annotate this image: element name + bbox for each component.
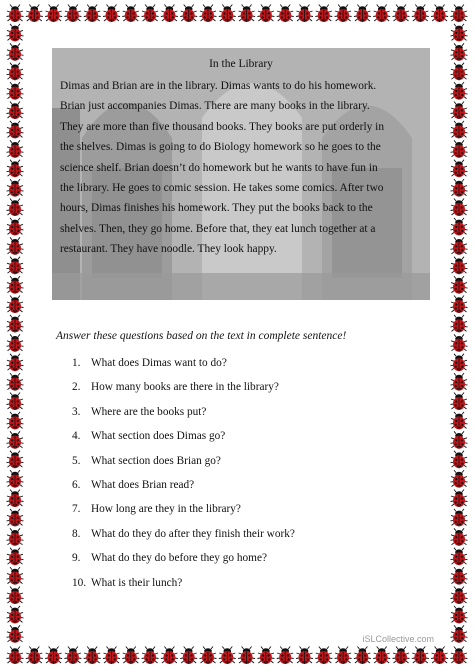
ladybug-icon — [7, 5, 24, 23]
question-number: 8. — [72, 527, 81, 540]
ladybug-icon — [393, 5, 410, 23]
ladybug-icon — [451, 199, 468, 217]
passage-line: Brian just accompanies Dimas. There are many books in the library. — [60, 100, 370, 113]
question-number: 7. — [72, 503, 81, 516]
ladybug-icon — [7, 470, 24, 488]
ladybug-icon — [451, 334, 468, 352]
ladybug-icon — [451, 373, 468, 391]
ladybug-icon — [7, 334, 24, 352]
ladybug-icon — [450, 647, 467, 665]
ladybug-icon — [335, 647, 352, 665]
ladybug-icon — [7, 237, 24, 255]
ladybug-icon — [26, 647, 43, 665]
ladybug-icon — [122, 647, 139, 665]
ladybug-icon — [7, 625, 24, 643]
ladybug-icon — [451, 43, 468, 61]
ladybug-icon — [7, 140, 24, 158]
ladybug-icon — [451, 412, 468, 430]
ladybug-icon — [296, 5, 313, 23]
ladybug-icon — [335, 5, 352, 23]
ladybug-icon — [7, 24, 24, 42]
ladybug-icon — [451, 451, 468, 469]
ladybug-icon — [84, 647, 101, 665]
ladybug-icon — [7, 102, 24, 120]
question-number: 4. — [72, 430, 81, 443]
question-text: What section does Brian go? — [91, 454, 221, 467]
question-item — [72, 577, 412, 601]
ladybug-icon — [200, 5, 217, 23]
passage-line: They are more than five thousand books. They books are put orderly in — [60, 120, 385, 133]
ladybug-icon — [64, 647, 81, 665]
ladybug-icon — [180, 647, 197, 665]
question-number: 6. — [72, 478, 81, 491]
question-item — [72, 503, 412, 527]
ladybug-icon — [103, 647, 120, 665]
question-number: 5. — [72, 454, 81, 467]
questions-instruction: Answer these questions based on the text in complete sentence! — [56, 330, 347, 342]
question-item — [72, 381, 412, 405]
ladybug-icon — [84, 5, 101, 23]
ladybug-icon — [451, 587, 468, 605]
ladybug-icon — [7, 276, 24, 294]
reading-passage-box — [52, 48, 430, 300]
ladybug-icon — [451, 179, 468, 197]
ladybug-icon — [451, 257, 468, 275]
ladybug-icon — [451, 121, 468, 139]
ladybug-icon — [373, 5, 390, 23]
ladybug-icon — [412, 647, 429, 665]
ladybug-icon — [122, 5, 139, 23]
ladybug-icon — [7, 218, 24, 236]
ladybug-icon — [7, 567, 24, 585]
question-number: 2. — [72, 381, 81, 394]
ladybug-icon — [373, 647, 390, 665]
ladybug-icon — [7, 63, 24, 81]
ladybug-icon — [451, 470, 468, 488]
question-item — [72, 552, 412, 576]
ladybug-icon — [103, 5, 120, 23]
question-number: 1. — [72, 357, 81, 369]
question-item — [72, 455, 412, 479]
question-item — [72, 479, 412, 503]
ladybug-icon — [451, 276, 468, 294]
ladybug-icon — [451, 625, 468, 643]
ladybug-icon — [451, 606, 468, 624]
passage-line: science shelf. Brian doesn’t do homework but he wants to have fun in — [60, 161, 378, 174]
ladybug-icon — [45, 647, 62, 665]
passage-line: the shelves. Dimas is going to do Biology homework so he goes to the — [60, 141, 381, 154]
ladybug-icon — [354, 5, 371, 23]
ladybug-icon — [451, 160, 468, 178]
ladybug-icon — [7, 296, 24, 314]
ladybug-icon — [7, 509, 24, 527]
question-text: How long are they in the library? — [91, 503, 241, 516]
ladybug-icon — [7, 257, 24, 275]
ladybug-icon — [7, 528, 24, 546]
ladybug-icon — [451, 218, 468, 236]
ladybug-icon — [64, 5, 81, 23]
ladybug-icon — [354, 647, 371, 665]
question-text: What does Dimas want to do? — [91, 357, 227, 369]
question-number: 3. — [72, 405, 81, 418]
ladybug-icon — [257, 647, 274, 665]
ladybug-icon — [7, 587, 24, 605]
passage-line: shelves. Then, they go home. Before that, they eat lunch together at a — [60, 222, 376, 235]
ladybug-icon — [7, 179, 24, 197]
ladybug-icon — [451, 315, 468, 333]
ladybug-icon — [238, 647, 255, 665]
ladybug-icon — [451, 490, 468, 508]
passage-line: Dimas and Brian are in the library. Dimas wants to do his homework. — [60, 80, 377, 92]
passage-line: restaurant. They have noodle. They look happy. — [60, 243, 277, 256]
reading-title: In the Library — [209, 58, 273, 70]
question-text: What section does Dimas go? — [91, 430, 226, 443]
question-item — [72, 430, 412, 454]
ladybug-icon — [296, 647, 313, 665]
ladybug-icon — [451, 24, 468, 42]
question-text: What do they do after they finish their work? — [91, 527, 295, 540]
question-text: What is their lunch? — [91, 576, 183, 589]
ladybug-icon — [7, 199, 24, 217]
ladybug-icon — [7, 160, 24, 178]
ladybug-icon — [451, 528, 468, 546]
ladybug-icon — [393, 647, 410, 665]
ladybug-icon — [412, 5, 429, 23]
ladybug-icon — [451, 140, 468, 158]
ladybug-icon — [451, 296, 468, 314]
ladybug-icon — [219, 647, 236, 665]
question-list — [72, 357, 412, 601]
ladybug-icon — [7, 412, 24, 430]
question-number: 9. — [72, 552, 81, 565]
watermark: iSLCollective.com — [362, 634, 434, 644]
ladybug-icon — [238, 5, 255, 23]
ladybug-icon — [451, 354, 468, 372]
ladybug-icon — [277, 647, 294, 665]
reading-passage — [60, 76, 422, 260]
ladybug-icon — [7, 82, 24, 100]
ladybug-icon — [7, 606, 24, 624]
ladybug-icon — [451, 63, 468, 81]
ladybug-icon — [7, 315, 24, 333]
question-text: How many books are there in the library? — [91, 381, 279, 394]
ladybug-icon — [7, 354, 24, 372]
question-number: 10. — [72, 576, 87, 589]
question-text: What does Brian read? — [91, 478, 195, 491]
ladybug-icon — [450, 5, 467, 23]
ladybug-icon — [161, 647, 178, 665]
ladybug-icon — [45, 5, 62, 23]
ladybug-icon — [451, 509, 468, 527]
ladybug-icon — [451, 567, 468, 585]
ladybug-icon — [142, 647, 159, 665]
question-item — [72, 528, 412, 552]
ladybug-icon — [277, 5, 294, 23]
ladybug-icon — [180, 5, 197, 23]
ladybug-icon — [7, 548, 24, 566]
ladybug-icon — [451, 548, 468, 566]
ladybug-icon — [451, 237, 468, 255]
ladybug-icon — [315, 647, 332, 665]
ladybug-icon — [7, 647, 24, 665]
question-item — [72, 357, 412, 381]
ladybug-icon — [451, 393, 468, 411]
ladybug-icon — [431, 647, 448, 665]
ladybug-icon — [7, 373, 24, 391]
ladybug-icon — [7, 43, 24, 61]
ladybug-icon — [7, 490, 24, 508]
ladybug-icon — [161, 5, 178, 23]
ladybug-icon — [451, 431, 468, 449]
ladybug-icon — [7, 393, 24, 411]
question-text: What do they do before they go home? — [91, 552, 267, 565]
question-text: Where are the books put? — [91, 405, 207, 418]
ladybug-icon — [219, 5, 236, 23]
ladybug-icon — [451, 102, 468, 120]
question-item — [72, 406, 412, 430]
ladybug-icon — [451, 82, 468, 100]
ladybug-icon — [200, 647, 217, 665]
ladybug-icon — [257, 5, 274, 23]
passage-line: the library. He goes to comic session. He takes some comics. After two — [60, 182, 384, 195]
ladybug-icon — [7, 451, 24, 469]
ladybug-icon — [315, 5, 332, 23]
passage-line: hours, Dimas finishes his homework. They put the books back to the — [60, 202, 373, 215]
ladybug-icon — [7, 121, 24, 139]
ladybug-icon — [142, 5, 159, 23]
ladybug-icon — [7, 431, 24, 449]
ladybug-icon — [26, 5, 43, 23]
ladybug-icon — [431, 5, 448, 23]
